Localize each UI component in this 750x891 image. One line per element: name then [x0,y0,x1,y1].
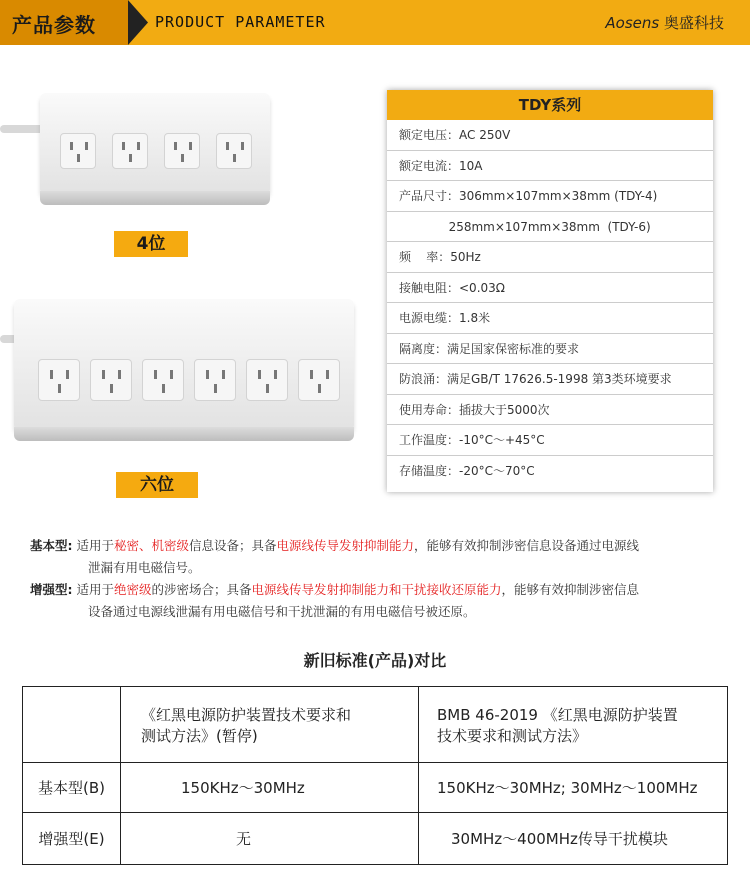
compare-new-cell: 30MHz～400MHz传导干扰模块 [419,813,728,865]
compare-type-cell: 基本型(B) [23,763,121,813]
product-image-6 [0,295,370,455]
compare-row [23,813,728,865]
brand-en: Aosens [605,14,660,32]
header-en-title: PRODUCT PARAMETER [155,13,326,31]
header-cn-title: 产品参数 [12,13,96,37]
compare-old-header [121,687,419,763]
spec-title: TDY系列 [387,90,713,120]
desc-text: 信息设备；具备 [189,538,277,553]
desc-text: ，能够有效抑制涉密信息 [501,582,640,597]
compare-header-row [23,687,728,763]
spec-row: 工作温度：-10°C～+45°C [387,425,713,456]
compare-old-cell: 150KHz～30MHz [121,763,419,813]
old-std-line: 《红黑电源防护装置技术要求和 [141,705,352,724]
spec-row: 额定电流：10A [387,151,713,182]
spec-row: 接触电阻：<0.03Ω [387,273,713,304]
power-strip-6 [14,299,354,431]
header-title-block [0,0,128,45]
brand-logo [605,12,724,33]
power-strip-4 [40,93,270,195]
desc-text: ，能够有效抑制涉密信息设备通过电源线 [414,538,640,553]
spec-row: 电源电缆：1.8米 [387,303,713,334]
spec-row: 存储温度：-20°C～70°C [399,463,535,478]
desc-text: 设备通过电源线泄漏有用电磁信号和干扰泄漏的有用电磁信号被还原。 [88,604,476,619]
desc-highlight: 秘密、机密级 [113,538,189,553]
desc-enhanced-label: 增强型: [30,582,73,597]
desc-enhanced [30,579,730,623]
compare-corner-cell [23,687,121,763]
brand-cn: 奥盛科技 [663,14,724,32]
product-image-4 [0,85,290,215]
power-cord [0,125,45,133]
desc-text: 泄漏有用电磁信号。 [88,560,201,575]
spec-row: 258mm×107mm×38mm (TDY-6) [387,212,713,243]
desc-basic [30,535,730,579]
product-label-4: 4位 [114,231,188,257]
compare-row [23,763,728,813]
desc-highlight: 电源线传导发射抑制能力 [276,538,415,553]
desc-basic-label: 基本型: [30,538,73,553]
compare-type-cell: 增强型(E) [23,813,121,865]
spec-row: 额定电压：AC 250V [387,120,713,151]
desc-text: 适用于 [72,582,114,597]
spec-table [387,90,713,492]
desc-highlight: 电源线传导发射抑制能力和干扰接收还原能力 [251,582,502,597]
spec-row: 产品尺寸：306mm×107mm×38mm (TDY-4) [387,181,713,212]
new-std-line: 技术要求和测试方法》 [437,726,588,745]
compare-new-header [419,687,728,763]
compare-table [22,686,728,865]
compare-new-cell: 150KHz～30MHz; 30MHz～100MHz [419,763,728,813]
spec-row: 防浪涌：满足GB/T 17626.5-1998 第3类环境要求 [387,364,713,395]
desc-highlight: 绝密级 [113,582,152,597]
header-bar [0,0,750,45]
spec-row: 频 率：50Hz [387,242,713,273]
spec-row: 使用寿命：插拔大于5000次 [387,395,713,426]
header-arrow-icon [128,0,148,45]
new-std-line: BMB 46-2019 《红黑电源防护装置 [437,705,678,724]
desc-text: 的涉密场合；具备 [151,582,252,597]
compare-title: 新旧标准(产品)对比 [303,651,447,670]
desc-text: 适用于 [72,538,114,553]
spec-row: 隔离度：满足国家保密标准的要求 [387,334,713,365]
compare-old-cell: 无 [121,813,419,865]
old-std-line: 测试方法》(暂停) [141,726,258,745]
product-label-6: 六位 [116,472,198,498]
